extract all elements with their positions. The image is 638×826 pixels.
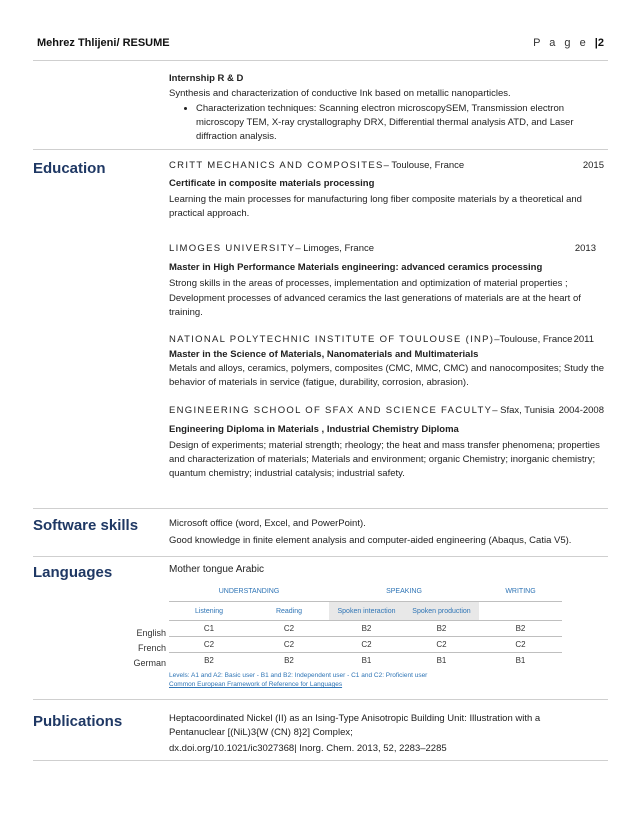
education-description: Metals and alloys, ceramics, polymers, composites (CMC, MMC, CMC) and nanocomposites; Study the behavior of materials in service (fatigue, durability, corrosion, abrasion). [169,363,605,388]
language-name: German [133,658,166,668]
internship-description: Synthesis and characterization of conductive Ink based on metallic nanoparticles. [169,88,511,99]
education-year: 2013 [574,243,596,254]
section-divider [33,760,608,761]
education-entry-heading [169,243,604,254]
language-name: English [136,628,166,638]
mother-tongue: Mother tongue Arabic [169,564,265,575]
level-cell: C2 [479,637,562,653]
language-name: French [137,643,166,653]
table-header-row [169,581,562,602]
education-entry-heading [169,334,604,345]
level-cell: B2 [404,621,479,637]
level-cell: B1 [479,653,562,669]
education-description: Development processes of advanced ceramics the last generations of materials are at the heart of training. [169,293,581,318]
header-speaking: SPEAKING [329,581,479,602]
subheader-spoken-production: Spoken production [404,602,479,621]
cefr-link-text[interactable]: Common European Framework of Reference for Languages [169,681,343,688]
cefr-link[interactable] [169,680,342,689]
header-divider [33,60,608,61]
software-skill-line: Microsoft office (word, Excel, and PowerPoint). [169,518,366,529]
section-divider [33,699,608,700]
publication-title: Heptacoordinated Nickel (II) as an Ising-Type Anisotropic Building Unit: Illustration with a Pentanuclear [(NiL)3{W (CN) 8}2] Complex; [169,713,541,738]
level-cell: C2 [249,637,329,653]
resume-header-name: Mehrez Thlijeni/ RESUME [37,37,170,49]
institution-location: –Toulouse, France [494,334,573,345]
level-cell: B2 [169,653,249,669]
level-cell: C2 [329,637,404,653]
education-entry-heading [169,405,604,416]
section-title-publications: Publications [33,713,123,730]
education-degree: Engineering Diploma in Materials , Industrial Chemistry Diploma [169,424,459,435]
header-understanding: UNDERSTANDING [169,581,329,602]
level-cell: C2 [404,637,479,653]
level-cell: B1 [404,653,479,669]
section-divider [33,556,608,557]
level-cell: B1 [329,653,404,669]
level-cell: C2 [249,621,329,637]
section-divider [33,508,608,509]
cefr-levels-note: Levels: A1 and A2: Basic user - B1 and B2: Independent user - C1 and C2: Proficient user [169,672,428,679]
institution-name: LIMOGES UNIVERSITY [169,243,296,254]
subheader-spoken-interaction: Spoken interaction [329,602,404,621]
page-separator: | [594,37,598,49]
table-row [169,653,562,669]
internship-title: Internship R & D [169,73,244,84]
institution-location: – Sfax, Tunisia [492,405,555,416]
internship-bullet-list [169,102,609,144]
section-title-languages: Languages [33,564,113,581]
level-cell: B2 [329,621,404,637]
language-levels-table [169,581,562,668]
education-year: 2011 [573,334,594,345]
institution-name: ENGINEERING SCHOOL OF SFAX AND SCIENCE FACULTY [169,405,493,416]
page-number-value: 2 [597,37,604,49]
level-cell: B2 [479,621,562,637]
education-description: Design of experiments; material strength; rheology; the heat and mass transfer phenomena; properties and characterization of materials; Materials and environment; organic Chemistry; inorganic chemistry; quantum chemistry; industrial catalysis; industrial safety. [169,440,600,479]
level-cell: C1 [169,621,249,637]
institution-name: CRITT MECHANICS AND COMPOSITES [169,160,384,171]
section-divider [33,149,608,150]
section-title-education: Education [33,160,106,177]
subheader-reading: Reading [275,607,303,615]
section-title-software-skills: Software skills [33,517,139,534]
level-cell: C2 [169,637,249,653]
page-label: P a g e [533,37,589,49]
table-row [169,621,562,637]
education-year: 2015 [582,160,604,171]
publication-reference: dx.doi.org/10.1021/ic3027368| Inorg. Chem. 2013, 52, 2283–2285 [169,743,447,754]
level-cell: B2 [249,653,329,669]
education-degree: Certificate in composite materials processing [169,178,375,189]
education-degree: Master in High Performance Materials engineering: advanced ceramics processing [169,262,543,273]
list-item: • Characterization techniques: Scanning electron microscopySEM, Transmission electron microscopy TEM, X-ray crystallography DRX, Differential thermal analysis ATD, and Laser diffraction analysis. [196,102,609,144]
education-year: 2004-2008 [558,405,604,416]
institution-location: – Toulouse, France [383,160,465,171]
table-row [169,637,562,653]
page-number [533,37,604,49]
education-description: Learning the main processes for manufacturing long fiber composite materials by a theoretical and practical approach. [169,194,582,219]
education-description: Strong skills in the areas of processes, implementation and optimization of material properties ; [169,278,568,289]
software-skill-line: Good knowledge in finite element analysis and computer-aided engineering (Abaqus, Catia V5). [169,535,572,546]
education-degree: Master in the Science of Materials, Nanomaterials and Multimaterials [169,349,479,360]
institution-name: NATIONAL POLYTECHNIC INSTITUTE OF TOULOUSE (INP) [169,334,495,345]
education-entry-heading [169,160,604,171]
subheader-listening: Listening [194,607,224,615]
table-subheader-row [169,602,562,621]
institution-location: – Limoges, France [295,243,375,254]
header-writing: WRITING [479,581,562,602]
language-names [118,626,166,671]
